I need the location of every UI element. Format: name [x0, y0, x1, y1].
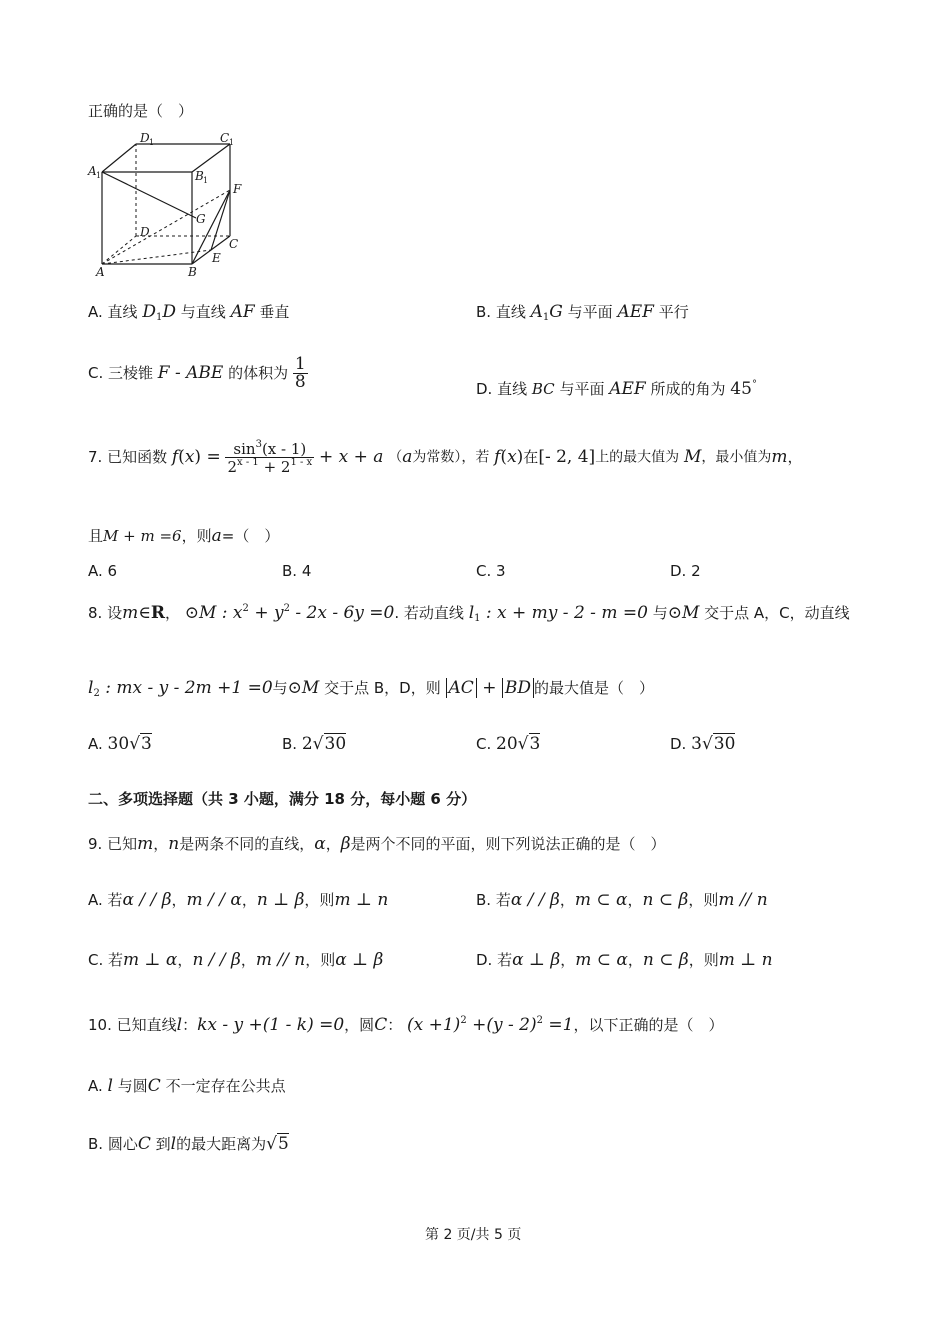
q9-option-b[interactable]: B. 若α / / β，m ⊂ α，n ⊂ β，则m // n — [476, 890, 768, 910]
label-C1: C — [220, 131, 230, 145]
q9-option-d[interactable]: D. 若α ⊥ β，m ⊂ α，n ⊂ β，则m ⊥ n — [476, 950, 773, 970]
svg-text:1: 1 — [229, 138, 235, 147]
label-G: G — [196, 212, 206, 226]
label-F: F — [233, 182, 242, 196]
q10-option-a[interactable]: A. l 与圆C 不一定存在公共点 — [88, 1076, 286, 1096]
q6-option-d[interactable]: D. 直线 BC 与平面 AEF 所成的角为 45° — [476, 379, 757, 399]
svg-text:1: 1 — [149, 138, 155, 147]
q7-option-d[interactable]: D. 2 — [670, 562, 701, 580]
q7-stem-line2: 且M + m =6，则a=（ ） — [88, 526, 280, 546]
q9-option-a[interactable]: A. 若α / / β，m / / α，n ⊥ β，则m ⊥ n — [88, 890, 389, 910]
q8-option-d[interactable]: D. 3√30 — [670, 734, 736, 754]
page-footer: 第 2 页/共 5 页 — [425, 1227, 522, 1243]
label-A: A — [96, 265, 105, 279]
q9-option-c[interactable]: C. 若m ⊥ α，n / / β，m // n，则α ⊥ β — [88, 950, 384, 970]
q8-option-a[interactable]: A. 30√3 — [88, 734, 152, 754]
label-B1: B — [195, 169, 204, 183]
q8-option-c[interactable]: C. 20√3 — [476, 734, 541, 754]
q6-intro: 正确的是（ ） — [88, 102, 194, 120]
label-D1: D — [140, 131, 150, 145]
label-D: D — [140, 225, 150, 239]
label-A1: A — [88, 164, 97, 178]
cube-figure — [86, 128, 256, 280]
label-C: C — [229, 237, 239, 251]
q8-option-b[interactable]: B. 2√30 — [282, 734, 347, 754]
q7-stem: 7. 已知函数 f(x) = $\frac{\sin^3(x - 1)}{2^{x - 1} + 2^{1 - x}}$ + x + a （a为常数），若 f(x)在[- 2, 4]上的最大值为 M，最小值为m， — [88, 439, 803, 476]
q7-option-a[interactable]: A. 6 — [88, 562, 118, 580]
q8-stem-line2: $l_2$ : mx - y - 2m +1 =0与⊙M 交于点 B，D，则 AC + BD 的最大值是（ ） — [88, 678, 654, 699]
q8-stem: 8. 设m∈R， ⊙M : $x^2 + y^2 - 2x - 6y =0$. 若动直线 $l_1$ : x + my - 2 - m =0 与⊙M 交于点 A，C，动直线 — [88, 603, 850, 624]
q9-stem: 9. 已知m，n是两条不同的直线，α，β是两个不同的平面，则下列说法正确的是（ ） — [88, 834, 666, 854]
q6-option-a[interactable]: A. 直线 $D_1D$ 与直线 AF 垂直 — [88, 302, 290, 323]
q7-option-c[interactable]: C. 3 — [476, 562, 506, 580]
q10-option-b[interactable]: B. 圆心C 到l的最大距离为√5 — [88, 1134, 289, 1154]
svg-text:1: 1 — [203, 176, 209, 185]
label-E: E — [212, 251, 221, 265]
q7-option-b[interactable]: B. 4 — [282, 562, 312, 580]
label-B: B — [188, 265, 197, 279]
svg-text:1: 1 — [96, 171, 102, 180]
section-heading-multiple-choice: 二、多项选择题（共 3 小题，满分 18 分，每小题 6 分） — [88, 790, 477, 808]
fraction-one-eighth: $\frac{1}{8}$ — [294, 354, 306, 392]
q7-fraction: $\frac{\sin^3(x - 1)}{2^{x - 1} + 2^{1 - x}}$ — [227, 439, 313, 476]
q6-option-c[interactable]: C. 三棱锥 F - ABE 的体积为 $\frac{1}{8}$ — [88, 354, 306, 392]
q6-option-b[interactable]: B. 直线 $A_1G$ 与平面 AEF 平行 — [476, 302, 689, 323]
q10-stem: 10. 已知直线l：kx - y +(1 - k) =0，圆C： $(x +1)^2 +(y - 2)^2 =1$，以下正确的是（ ） — [88, 1015, 724, 1035]
